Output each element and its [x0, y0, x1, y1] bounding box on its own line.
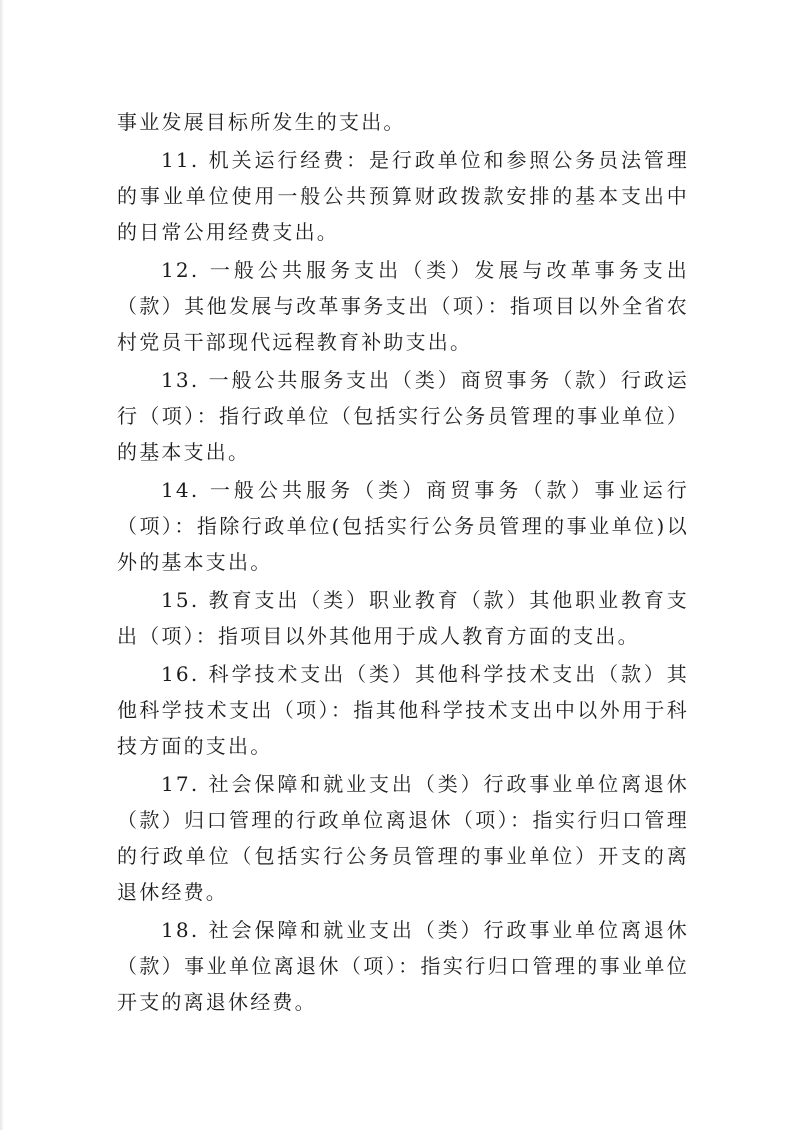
paragraph-item-12: 12. 一般公共服务支出（类）发展与改革事务支出（款）其他发展与改革事务支出（项）：指项目以外全省农村党员干部现代远程教育补助支出。 — [117, 258, 689, 354]
paragraph-item-13: 13. 一般公共服务支出（类）商贸事务（款）行政运行（项）：指行政单位（包括实行公务员管理的事业单位）的基本支出。 — [117, 368, 689, 464]
paragraph-item-17: 17. 社会保障和就业支出（类）行政事业单位离退休（款）归口管理的行政单位离退休（项）：指实行归口管理的行政单位（包括实行公务员管理的事业单位）开支的离退休经费。 — [117, 772, 689, 904]
paragraph-item-14: 14. 一般公共服务（类）商贸事务（款）事业运行（项）：指除行政单位(包括实行公务员管理的事业单位)以外的基本支出。 — [117, 478, 689, 574]
page-edge — [0, 0, 4, 1130]
paragraph-item-15: 15. 教育支出（类）职业教育（款）其他职业教育支出（项）：指项目以外其他用于成人教育方面的支出。 — [117, 588, 689, 648]
document-body — [117, 104, 689, 1020]
paragraph-item-11: 11. 机关运行经费：是行政单位和参照公务员法管理的事业单位使用一般公共预算财政拨款安排的基本支出中的日常公用经费支出。 — [117, 148, 689, 244]
paragraph-continuation: 事业发展目标所发生的支出。 — [117, 110, 406, 134]
paragraph-item-18: 18. 社会保障和就业支出（类）行政事业单位离退休（款）事业单位离退休（项）：指实行归口管理的事业单位开支的离退休经费。 — [117, 918, 689, 1014]
paragraph-item-16: 16. 科学技术支出（类）其他科学技术支出（款）其他科学技术支出（项）：指其他科学技术支出中以外用于科技方面的支出。 — [117, 662, 689, 758]
